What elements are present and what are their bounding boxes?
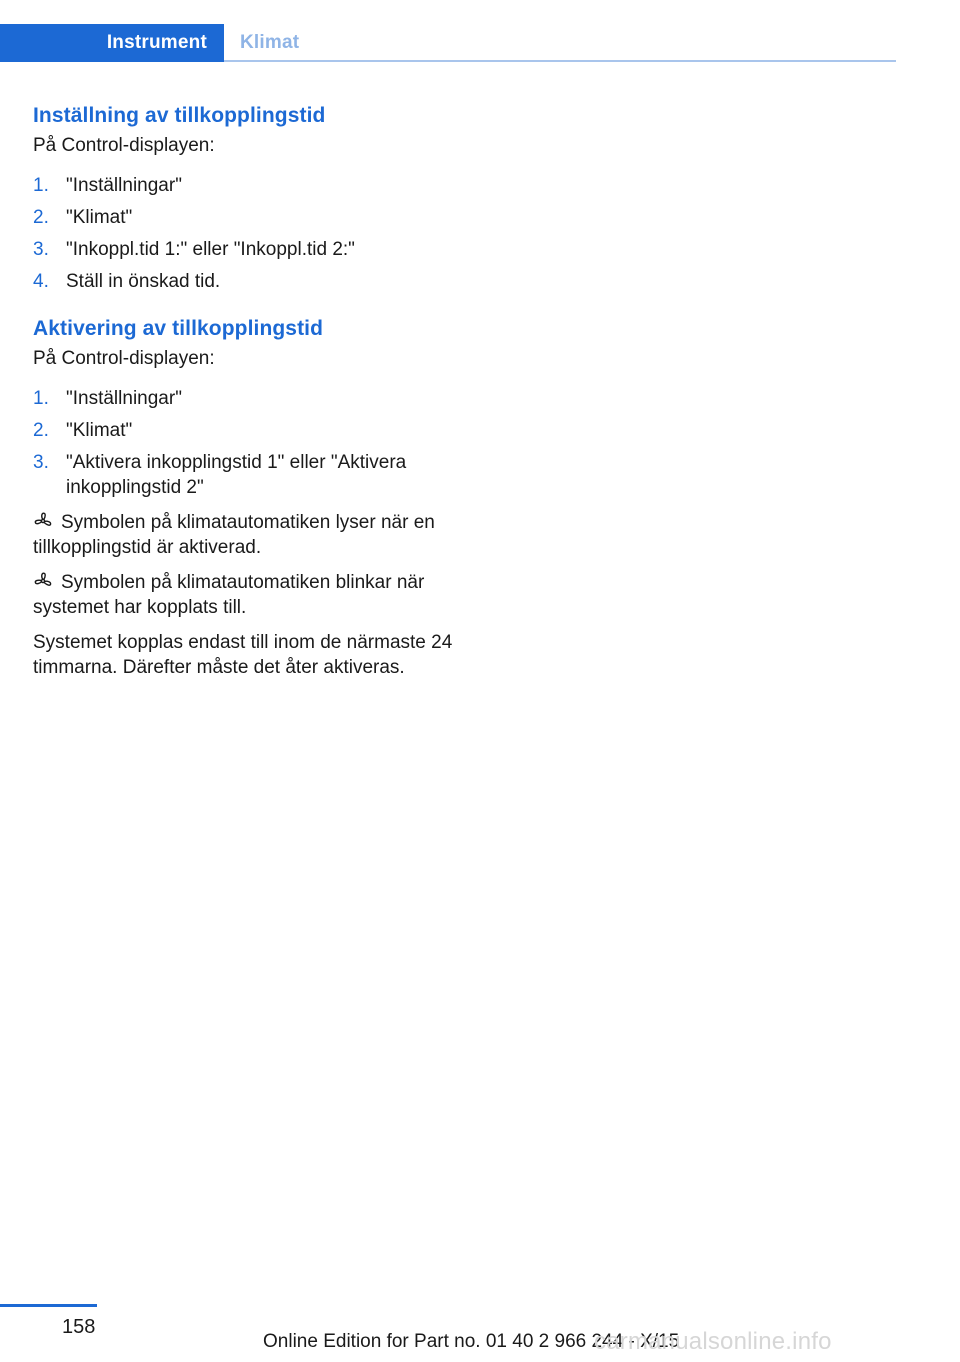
closing-paragraph: Systemet kopplas endast till inom de närmaste 24 timmarna. Därefter måste det åter aktiveras. <box>33 632 453 678</box>
step-text: "Klimat" <box>66 207 133 228</box>
section-intro: På Control-displayen: <box>33 348 215 369</box>
list-item <box>33 173 453 198</box>
tab-divider <box>224 60 896 62</box>
step-text: "Inkoppl.tid 1:" eller "Inkoppl.tid 2:" <box>66 239 355 260</box>
header-tabs <box>0 0 960 62</box>
main-content <box>33 101 453 680</box>
step-text: "Aktivera inkopplingstid 1" eller "Aktivera inkopplingstid 2" <box>66 452 407 498</box>
section-intro: På Control-displayen: <box>33 135 215 156</box>
list-item <box>33 205 453 230</box>
fan-icon <box>33 572 55 590</box>
step-number: 3. <box>33 452 49 473</box>
step-text: "Inställningar" <box>66 175 182 196</box>
step-text: "Inställningar" <box>66 388 182 409</box>
step-number: 4. <box>33 271 49 292</box>
tab-klimat[interactable]: Klimat <box>240 32 300 53</box>
list-item <box>33 269 453 294</box>
list-item <box>33 450 453 500</box>
step-number: 3. <box>33 239 49 260</box>
list-item <box>33 418 453 443</box>
steps-list <box>33 173 453 294</box>
step-number: 2. <box>33 420 49 441</box>
section-heading-installning: Inställning av tillkopplingstid <box>33 104 326 127</box>
note-text: Symbolen på klimatautomatiken blinkar när systemet har kopplats till. <box>33 572 425 618</box>
step-text: "Klimat" <box>66 420 133 441</box>
list-item <box>33 237 453 262</box>
step-number: 1. <box>33 175 49 196</box>
step-text: Ställ in önskad tid. <box>66 271 221 292</box>
section-aktivering <box>33 314 453 680</box>
watermark: carmanualsonline.info <box>594 1328 832 1355</box>
footer-rule <box>0 1304 97 1307</box>
section-heading-aktivering: Aktivering av tillkopplingstid <box>33 317 324 340</box>
page-number: 158 <box>62 1316 96 1338</box>
note-text: Symbolen på klimatautomatiken lyser när en tillkopplingstid är aktiverad. <box>33 512 435 558</box>
step-number: 2. <box>33 207 49 228</box>
steps-list <box>33 386 453 500</box>
edition-text: Online Edition for Part no. 01 40 2 966 244 - X/15 <box>263 1331 680 1352</box>
tab-instrument[interactable]: Instrument <box>0 24 224 62</box>
note-lit <box>33 510 453 560</box>
note-blinking <box>33 570 453 620</box>
fan-icon <box>33 512 55 530</box>
step-number: 1. <box>33 388 49 409</box>
list-item <box>33 386 453 411</box>
